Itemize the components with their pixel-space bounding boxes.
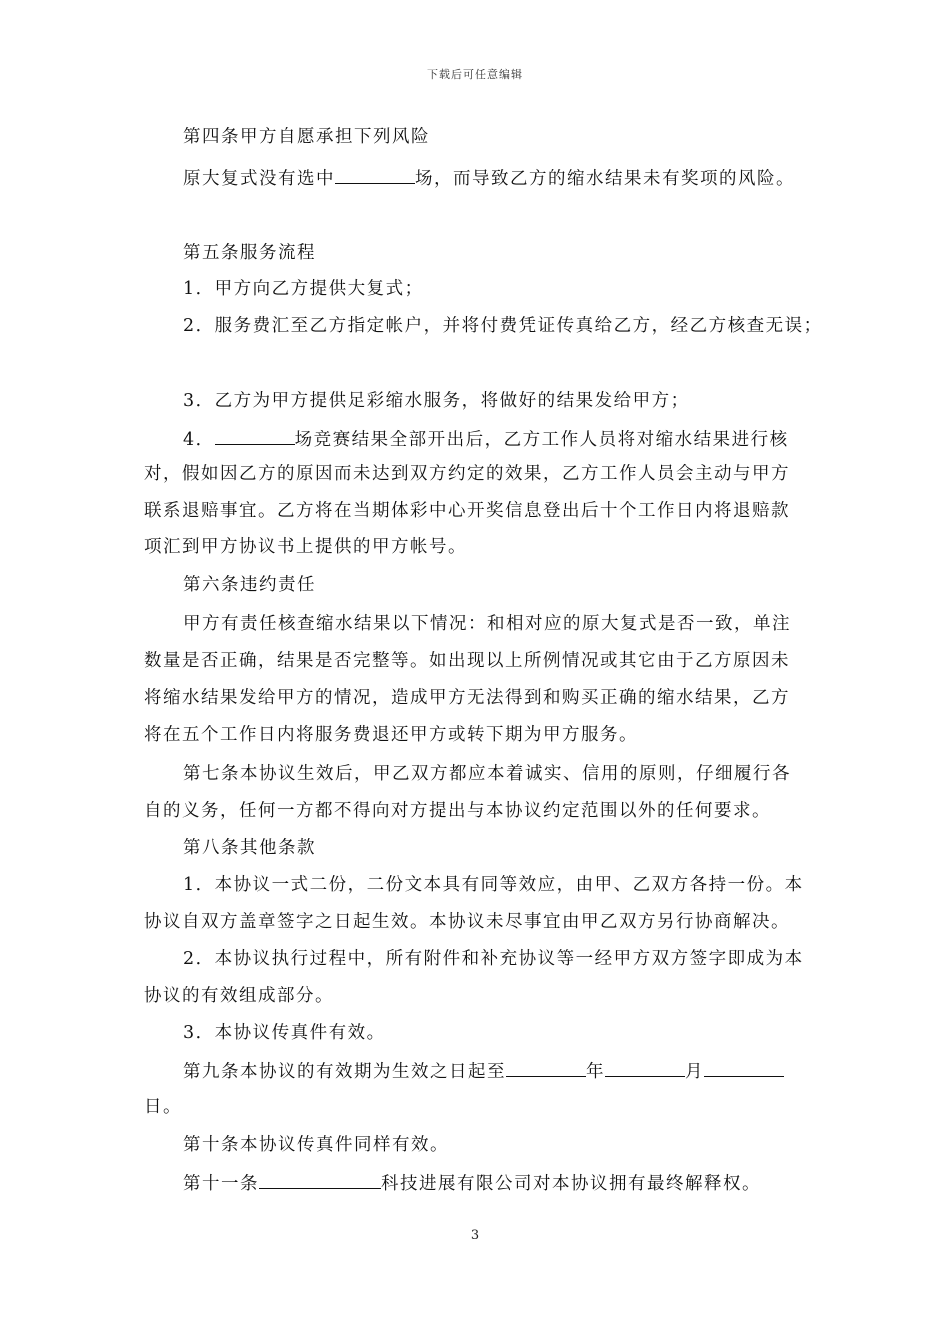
blank-field (605, 1058, 685, 1077)
article5-item4-prefix: 4． (183, 430, 215, 450)
article5-item4-line1 (183, 426, 789, 452)
article6-title: 第六条违约责任 (183, 575, 316, 595)
page-header: 下载后可任意编辑 (427, 68, 523, 81)
article5-item4-line3: 联系退赔事宜。乙方将在当期体彩中心开奖信息登出后十个工作日内将退赔款 (144, 501, 790, 521)
article6-line4: 将在五个工作日内将服务费退还甲方或转下期为甲方服务。 (144, 725, 638, 745)
article7-line1: 第七条本协议生效后，甲乙双方都应本着诚实、信用的原则，仔细履行各 (183, 764, 791, 784)
article5-item1: 1．甲方向乙方提供大复式； (183, 279, 424, 299)
article8-item1-line1: 1．本协议一式二份，二份文本具有同等效应，由甲、乙双方各持一份。本 (183, 875, 804, 895)
article5-item4-line4: 项汇到甲方协议书上提供的甲方帐号。 (144, 537, 467, 557)
article8-item1-line2: 协议自双方盖章签字之日起生效。本协议未尽事宜由甲乙双方另行协商解决。 (144, 912, 790, 932)
article5-item3: 3．乙方为甲方提供足彩缩水服务，将做好的结果发给甲方； (183, 391, 690, 411)
article9-line1 (183, 1058, 784, 1084)
blank-field (704, 1058, 784, 1077)
article9-month: 月 (685, 1062, 704, 1082)
blank-field (506, 1058, 586, 1077)
blank-field (259, 1170, 381, 1189)
article8-item2-line2: 协议的有效组成部分。 (144, 986, 334, 1006)
article5-title: 第五条服务流程 (183, 243, 316, 263)
article8-item3: 3．本协议传真件有效。 (183, 1023, 386, 1043)
article9-text-before: 第九条本协议的有效期为生效之日起至 (183, 1062, 506, 1082)
article6-line3: 将缩水结果发给甲方的情况，造成甲方无法得到和购买正确的缩水结果，乙方 (144, 688, 790, 708)
article5-item2: 2．服务费汇至乙方指定帐户，并将付费凭证传真给乙方，经乙方核查无误； (183, 316, 823, 336)
article4-text-after: 场，而导致乙方的缩水结果未有奖项的风险。 (415, 169, 795, 189)
article9-day: 日。 (144, 1097, 182, 1117)
article8-title: 第八条其他条款 (183, 838, 316, 858)
article4-title: 第四条甲方自愿承担下列风险 (183, 127, 430, 147)
article10-text: 第十条本协议传真件同样有效。 (183, 1135, 449, 1155)
article6-line2: 数量是否正确，结果是否完整等。如出现以上所例情况或其它由于乙方原因未 (144, 651, 790, 671)
article5-item4-line2: 对，假如因乙方的原因而未达到双方约定的效果，乙方工作人员会主动与甲方 (144, 464, 790, 484)
article5-item4-after: 场竞赛结果全部开出后，乙方工作人员将对缩水结果进行核 (294, 430, 789, 450)
blank-field (215, 426, 295, 445)
article4-text-before: 原大复式没有选中 (183, 169, 335, 189)
article4-text (183, 165, 795, 191)
blank-field (335, 165, 415, 184)
article8-item2-line1: 2．本协议执行过程中，所有附件和补充协议等一经甲方双方签字即成为本 (183, 949, 804, 969)
article7-line2: 自的义务，任何一方都不得向对方提出与本协议约定范围以外的任何要求。 (144, 801, 771, 821)
page-number: 3 (470, 1228, 480, 1243)
article11-text-after: 科技进展有限公司对本协议拥有最终解释权。 (381, 1174, 761, 1194)
article11-text (183, 1170, 761, 1196)
article11-text-before: 第十一条 (183, 1174, 259, 1194)
article6-line1: 甲方有责任核查缩水结果以下情况：和相对应的原大复式是否一致，单注 (183, 614, 791, 634)
article9-year: 年 (586, 1062, 605, 1082)
